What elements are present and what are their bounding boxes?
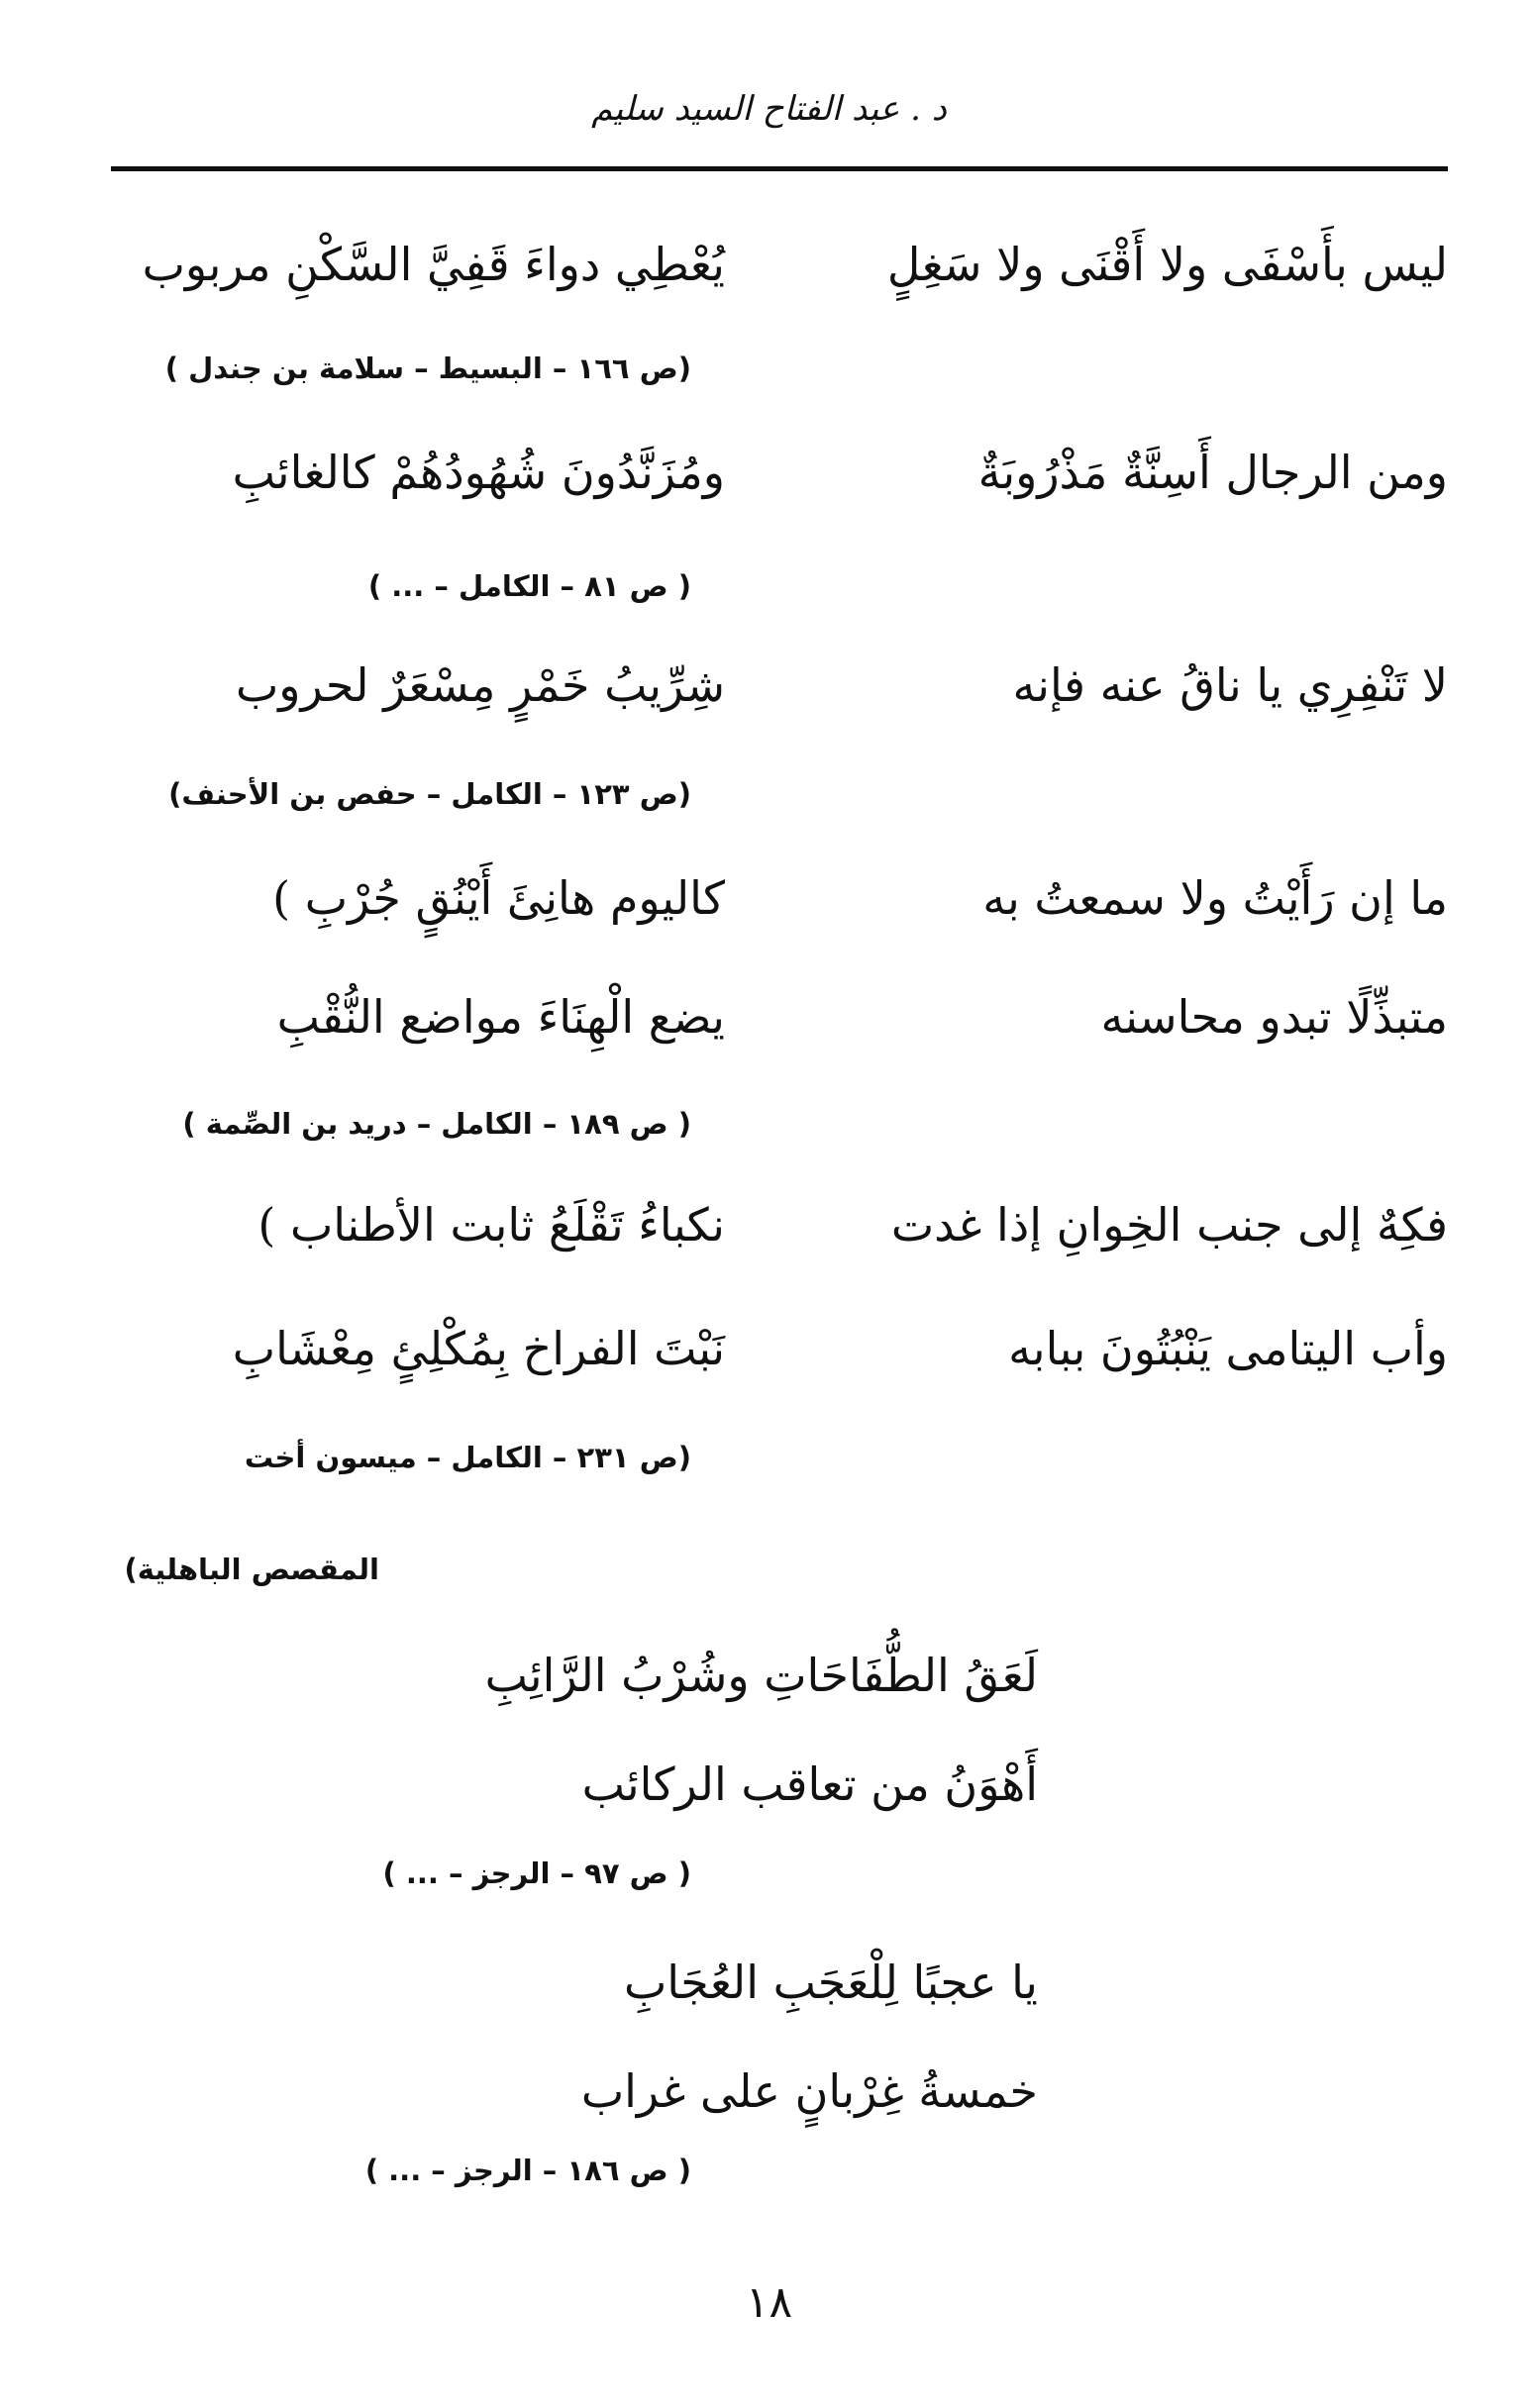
verse-line xyxy=(111,1322,1448,1401)
rajaz-line: يا عجبًا لِلْعَجَبِ العُجَابِ xyxy=(623,1956,1038,2009)
verse-first-hemistich: فكِهٌ إلى جنب الخِوانِ إذا غدت xyxy=(890,1198,1448,1252)
citation: ( ص ٨١ – الكامل – ... ) xyxy=(367,569,691,603)
verse-first-hemistich: وأب اليتامى يَنْبُتُونَ ببابه xyxy=(1008,1322,1448,1375)
verse-line xyxy=(111,871,1448,951)
verse-first-hemistich: ومن الرجال أَسِنَّةٌ مَذْرُوبَةٌ xyxy=(977,446,1448,499)
citation: ( ص ١٨٩ – الكامل – دريد بن الصِّمة ) xyxy=(182,1107,691,1141)
rajaz-line: خمسةُ غِرْبانٍ على غراب xyxy=(580,2064,1038,2118)
running-header: د . عبد الفتاح السيد سليم xyxy=(591,89,947,129)
verse-line xyxy=(111,658,1448,738)
citation: (ص ٢٣١ – الكامل – ميسون أخت xyxy=(244,1441,691,1474)
citation: ( ص ٩٧ – الرجز – ... ) xyxy=(382,1856,691,1890)
verse-second-hemistich: كاليوم هانِئَ أَيْنُقٍ جُرْبِ ) xyxy=(272,871,725,925)
citation: (ص ١٢٣ – الكامل – حفص بن الأحنف) xyxy=(168,777,691,811)
header-rule xyxy=(111,166,1448,171)
verse-second-hemistich: ومُزَنَّدُونَ شُهُودُهُمْ كالغائبِ xyxy=(232,446,725,499)
verse-line xyxy=(111,1198,1448,1277)
citation: ( ص ١٨٦ – الرجز – ... ) xyxy=(364,2154,691,2187)
citation: (ص ١٦٦ – البسيط – سلامة بن جندل ) xyxy=(164,351,691,385)
verse-second-hemistich: يُعْطِي دواءَ قَفِيَّ السَّكْنِ مربوب xyxy=(142,238,725,291)
verse-first-hemistich: ما إن رَأَيْتُ ولا سمعتُ به xyxy=(982,871,1448,925)
rajaz-line: أَهْوَنُ من تعاقب الركائب xyxy=(581,1757,1038,1811)
verse-line xyxy=(111,446,1448,525)
verse-line xyxy=(111,238,1448,317)
verse-second-hemistich: يضع الْهِنَاءَ مواضع النُّقْبِ xyxy=(276,990,725,1044)
verse-first-hemistich: لا تَنْفِرِي يا ناقُ عنه فإنه xyxy=(1012,658,1448,712)
citation-continuation: المقصص الباهلية) xyxy=(124,1553,379,1586)
rajaz-line: لَعَقُ الطُّفَاحَاتِ وشُرْبُ الرَّائِبِ xyxy=(484,1649,1038,1702)
verse-second-hemistich: نَبْتَ الفراخ بِمُكْلِئٍ مِعْشَابِ xyxy=(232,1322,725,1375)
page-number: ١٨ xyxy=(745,2277,793,2328)
verse-line xyxy=(111,990,1448,1069)
verse-first-hemistich: متبذِّلًا تبدو محاسنه xyxy=(1100,990,1448,1044)
verse-second-hemistich: نكباءُ تَقْلَعُ ثابت الأطناب ) xyxy=(257,1198,725,1252)
verse-first-hemistich: ليس بأَسْفَى ولا أَقْنَى ولا سَغِلٍ xyxy=(886,238,1448,291)
verse-second-hemistich: شِرِّيبُ خَمْرٍ مِسْعَرٌ لحروب xyxy=(235,658,725,712)
